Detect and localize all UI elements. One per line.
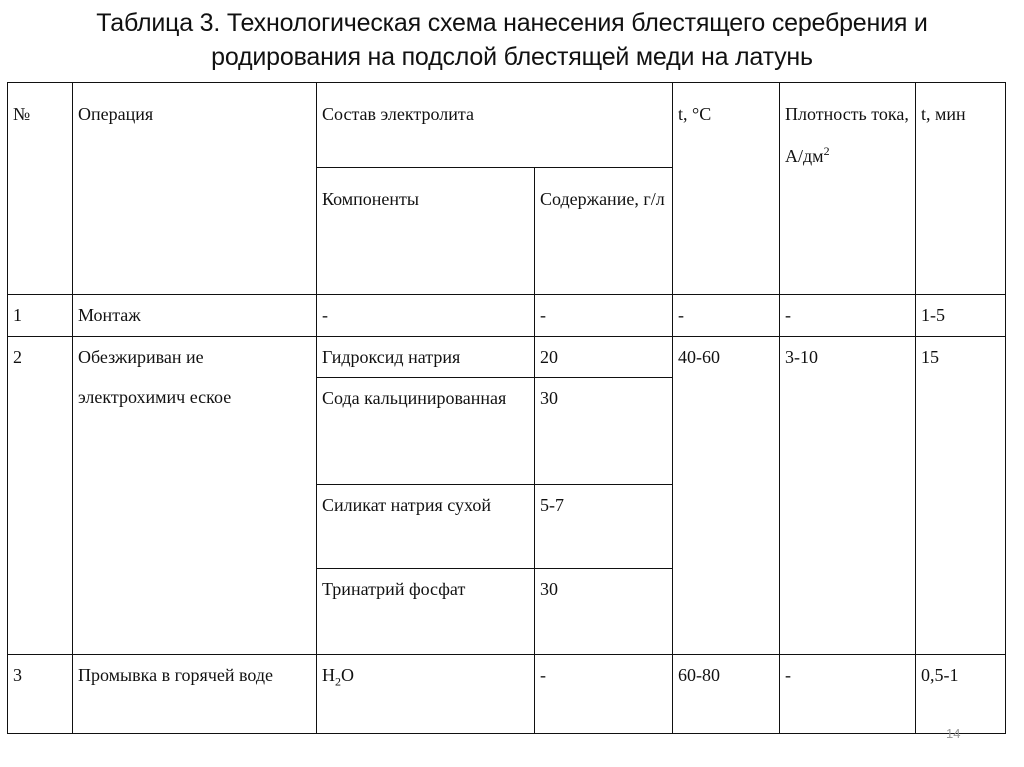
header-number: № [8, 83, 73, 295]
table-row [8, 655, 1006, 734]
row-2-operation: Обезжириван ие электрохимич еское [73, 337, 317, 655]
header-content: Содержание, г/л [535, 168, 673, 295]
process-table [7, 82, 1006, 734]
header-operation: Операция [73, 83, 317, 295]
table-title-line-2: родирования на подслой блестящей меди на латунь [211, 43, 813, 71]
row-3-component [317, 655, 535, 734]
header-time: t, мин [916, 83, 1006, 295]
row-2-number: 2 [8, 337, 73, 655]
header-row-top [8, 83, 1006, 168]
table-title [0, 6, 1024, 74]
row-2-content-4: 30 [535, 569, 673, 655]
row-3-component-subscript: 2 [335, 674, 341, 689]
row-3-content: - [535, 655, 673, 734]
header-electrolyte: Состав электролита [317, 83, 673, 168]
row-1-content: - [535, 295, 673, 337]
row-2-component-4: Тринатрий фосфат [317, 569, 535, 655]
table-row [8, 337, 1006, 378]
header-components: Компоненты [317, 168, 535, 295]
row-2-temperature: 40-60 [673, 337, 780, 655]
row-3-temperature: 60-80 [673, 655, 780, 734]
row-2-current-density: 3-10 [780, 337, 916, 655]
row-1-current-density: - [780, 295, 916, 337]
header-current-density [780, 83, 916, 295]
row-2-content-3: 5-7 [535, 485, 673, 569]
header-current-density-exponent: 2 [823, 144, 830, 158]
row-3-operation: Промывка в горячей воде [73, 655, 317, 734]
header-temperature: t, °C [673, 83, 780, 295]
row-1-operation: Монтаж [73, 295, 317, 337]
row-3-component-o: O [341, 665, 354, 685]
table-title-line-1: Таблица 3. Технологическая схема нанесения блестящего серебрения и [96, 9, 928, 37]
row-2-component-2: Сода кальцинированная [317, 378, 535, 485]
row-2-content-1: 20 [535, 337, 673, 378]
header-current-density-text: Плотность тока, А/дм [785, 104, 909, 166]
row-3-component-h: H [322, 665, 335, 685]
row-2-component-3: Силикат натрия сухой [317, 485, 535, 569]
row-1-number: 1 [8, 295, 73, 337]
table-row [8, 295, 1006, 337]
row-2-time: 15 [916, 337, 1006, 655]
row-1-temperature: - [673, 295, 780, 337]
page-number: 14 [946, 726, 961, 741]
row-3-current-density: - [780, 655, 916, 734]
row-3-number: 3 [8, 655, 73, 734]
row-3-time: 0,5-1 [916, 655, 1006, 734]
row-2-component-1: Гидроксид натрия [317, 337, 535, 378]
row-2-content-2: 30 [535, 378, 673, 485]
row-1-component: - [317, 295, 535, 337]
row-1-time: 1-5 [916, 295, 1006, 337]
